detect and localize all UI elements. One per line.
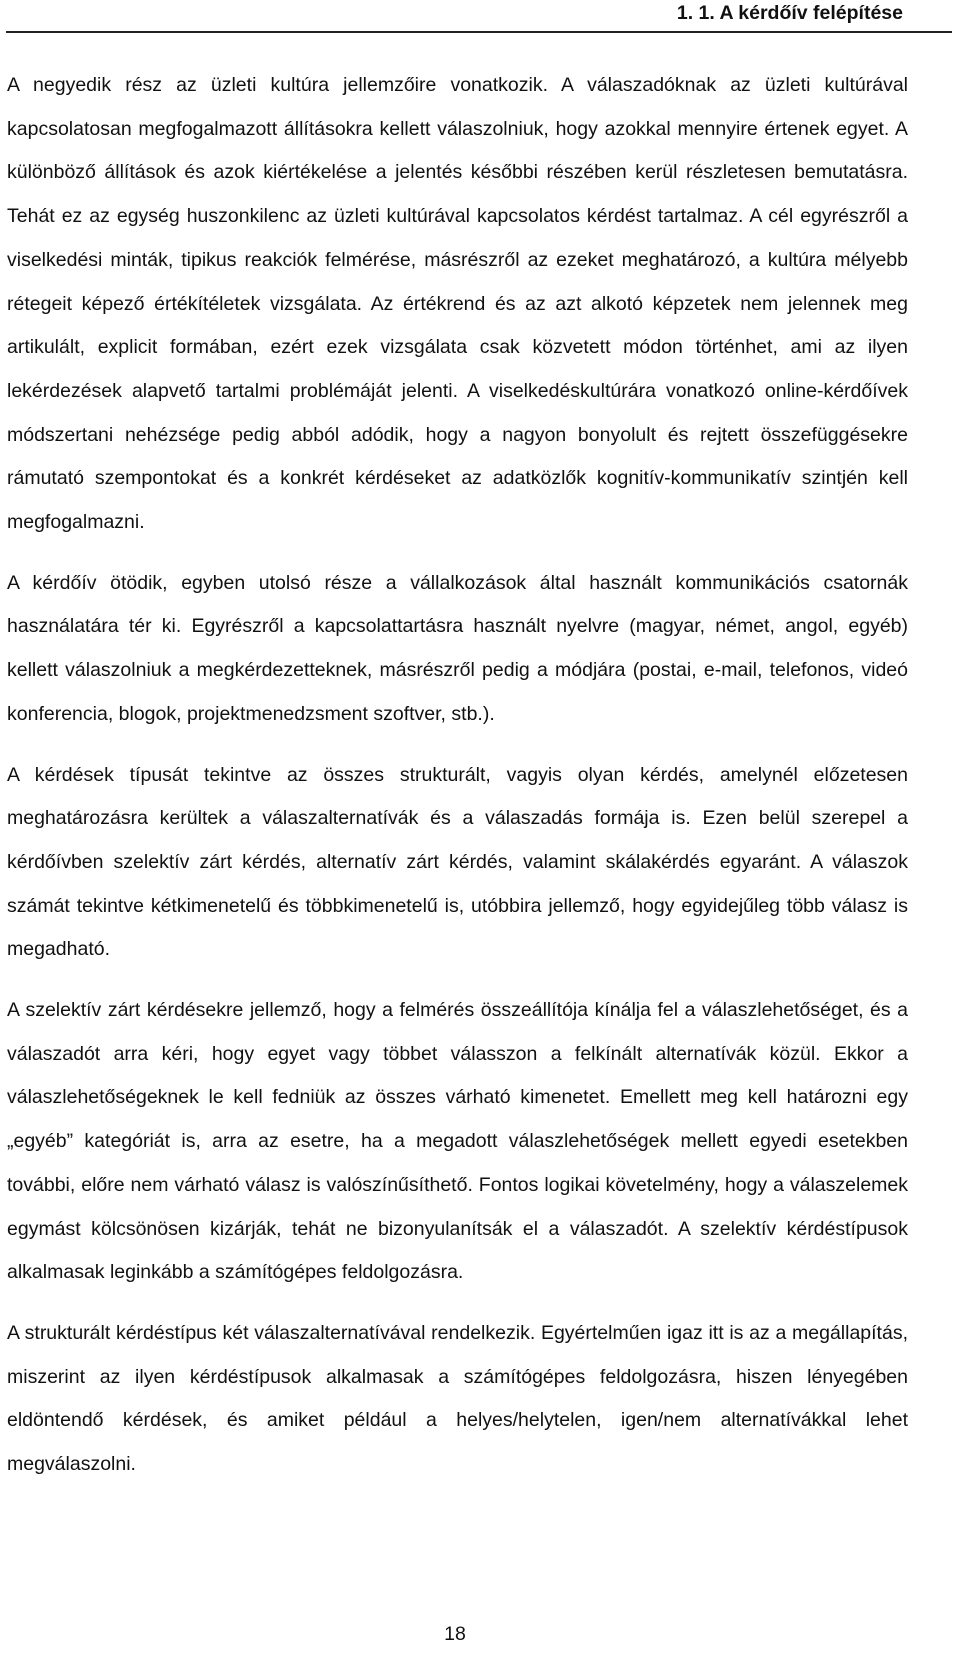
paragraph-communication-channels: A kérdőív ötödik, egyben utolsó része a vállalkozások által használt kommunikációs csatornák használatára tér ki. Egyrészről a kapcsolattartásra használt nyelvre (magyar, német, angol, egyéb) kellett válaszolniuk a megkérdezetteknek, másrészről pedig a módjára (postai, e-mail, telefonos, videó konferencia, blogok, projektmenedzsment szoftver, stb.). <box>7 571 908 725</box>
body-text <box>7 64 908 1487</box>
paragraph-selective-closed-questions: A szelektív zárt kérdésekre jellemző, hogy a felmérés összeállítója kínálja fel a válaszlehetőséget, és a válaszadót arra kéri, hogy egyet vagy többet válasszon a felkínált alternatívák közül. Ekkor a válaszlehetőségeknek le kell fedniük az összes várható kimenetet. Emellett meg kell határozni egy „egyéb” kategóriát is, arra az esetre, ha a megadott válaszlehetőségek mellett egyedi esetekben további, előre nem várható válasz is valószínűsíthető. Fontos logikai követelmény, hogy a válaszelemek egymást kölcsönösen kizárják, tehát ne bizonyulanítsák el a válaszadót. A szelektív kérdéstípusok alkalmasak leginkább a számítógépes feldolgozásra. <box>7 999 908 1284</box>
paragraph-question-types: A kérdések típusát tekintve az összes strukturált, vagyis olyan kérdés, amelynél előzetesen meghatározásra kerültek a válaszalternatívák és a válaszadás formája is. Ezen belül szerepel a kérdőívben szelektív zárt kérdés, alternatív zárt kérdés, valamint skálakérdés egyaránt. A válaszok számát tekintve kétkimenetelű és többkimenetelű is, utóbbira jellemző, hogy egyidejűleg több válasz is megadható. <box>7 763 908 961</box>
paragraph-business-culture: A negyedik rész az üzleti kultúra jellemzőire vonatkozik. A válaszadóknak az üzleti kultúrával kapcsolatosan megfogalmazott állításokra kellett válaszolniuk, hogy azokkal mennyire értenek egyet. A különböző állítások és azok kiértékelése a jelentés későbbi részében kerül részletesen bemutatásra. Tehát ez az egység huszonkilenc az üzleti kultúrával kapcsolatos kérdést tartalmaz. A cél egyrészről a viselkedési minták, tipikus reakciók felmérése, másrészről az ezeket meghatározó, a kultúra mélyebb rétegeit képező értékítéletek vizsgálata. Az értékrend és az azt alkotó képzetek nem jelennek meg artikulált, explicit formában, ezért ezek vizsgálata csak közvetett módon történhet, ami az ilyen lekérdezések alapvető tartalmi problémáját jelenti. A viselkedéskultúrára vonatkozó online-kérdőívek módszertani nehézsége pedig abból adódik, hogy a nagyon bonyolult és rejtett összefüggésekre rámutató szempontokat és a konkrét kérdéseket az adatközlők kognitív-kommunikatív szintjén kell megfogalmazni. <box>7 74 908 534</box>
page-number: 18 <box>444 1623 466 1645</box>
page-header <box>0 0 960 34</box>
header-divider <box>6 31 952 33</box>
section-title: 1. 1. A kérdőív felépítése <box>676 2 903 24</box>
paragraph-structured-question-type: A strukturált kérdéstípus két válaszalternatívával rendelkezik. Egyértelműen igaz itt is az a megállapítás, miszerint az ilyen kérdéstípusok alkalmasak a számítógépes feldolgozásra, hiszen lényegében eldöntendő kérdések, és amiket például a helyes/helytelen, igen/nem alternatívákkal lehet megválaszolni. <box>7 1321 908 1476</box>
